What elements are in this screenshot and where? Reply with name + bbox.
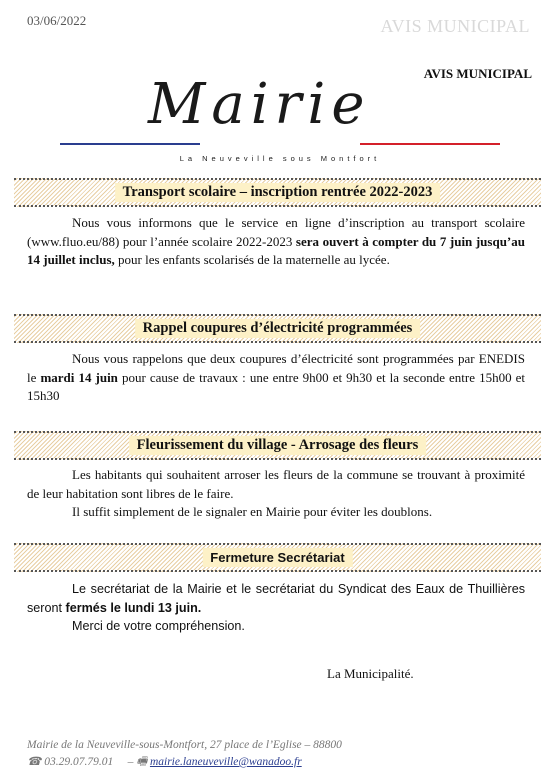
section-title: Fermeture Secrétariat <box>202 548 352 567</box>
section-title: Rappel coupures d’électricité programmées <box>135 319 421 338</box>
paragraph: Nous vous rappelons que deux coupures d’électricité sont programmées par ENEDIS le mardi 14 juin pour cause de travaux : une entre 9h00 et 9h30 et la seconde entre 15h00 et 15h30 <box>27 351 526 403</box>
section-banner-transport <box>14 178 541 207</box>
logo-wordmark: Mairie <box>148 72 371 137</box>
fax-icon: 🖷 <box>136 756 148 768</box>
section-body-secretariat <box>27 580 525 636</box>
section-banner-fleurissement <box>14 431 541 460</box>
paragraph: Nous vous informons que le service en ligne d’inscription au transport scolaire (www.fluo.eu/88) pour l’année scolaire 2022-2023 sera ouvert à compter du 7 juin jusqu’au 14 juillet inclus, pour les enfants scolarisés de la maternelle au lycée. <box>27 215 525 267</box>
section-body-fleurissement <box>27 466 525 522</box>
phone-icon: ☎ <box>27 756 42 768</box>
document-heading: AVIS MUNICIPAL <box>423 66 532 81</box>
footer-phone: 03.29.07.79.01 <box>44 756 114 768</box>
footer-contact: ☎ 03.29.07.79.01 – 🖷 mairie.laneuveville@wanadoo.fr <box>27 756 302 768</box>
mairie-logo <box>60 72 500 166</box>
logo-red-rule <box>360 143 500 145</box>
footer-email-link[interactable]: mairie.laneuveville@wanadoo.fr <box>149 756 302 768</box>
paragraph: Le secrétariat de la Mairie et le secrétariat du Syndicat des Eaux de Thuillières seront fermés le lundi 13 juin. <box>27 582 525 615</box>
section-banner-electricite <box>14 314 541 343</box>
section-title: Transport scolaire – inscription rentrée 2022-2023 <box>115 183 441 202</box>
section-body-electricite <box>27 350 525 406</box>
paragraph: Merci de votre compréhension. <box>72 619 245 633</box>
signature: La Municipalité. <box>327 666 414 681</box>
section-title: Fleurissement du village - Arrosage des fleurs <box>129 436 427 455</box>
section-body-transport <box>27 214 525 270</box>
paragraph: Il suffit simplement de le signaler en Mairie pour éviter les doublons. <box>72 504 433 519</box>
section-banner-secretariat <box>14 543 541 572</box>
logo-blue-rule <box>60 143 200 145</box>
document-date: 03/06/2022 <box>27 13 87 28</box>
logo-subtitle: La Neuveville sous Montfort <box>179 154 381 163</box>
footer-address: Mairie de la Neuveville-sous-Montfort, 27 place de l’Eglise – 88800 <box>27 739 342 751</box>
header-watermark: AVIS MUNICIPAL <box>380 16 530 36</box>
paragraph: Les habitants qui souhaitent arroser les fleurs de la commune se trouvant à proximité de leur habitation sont libres de le faire. <box>27 467 525 501</box>
